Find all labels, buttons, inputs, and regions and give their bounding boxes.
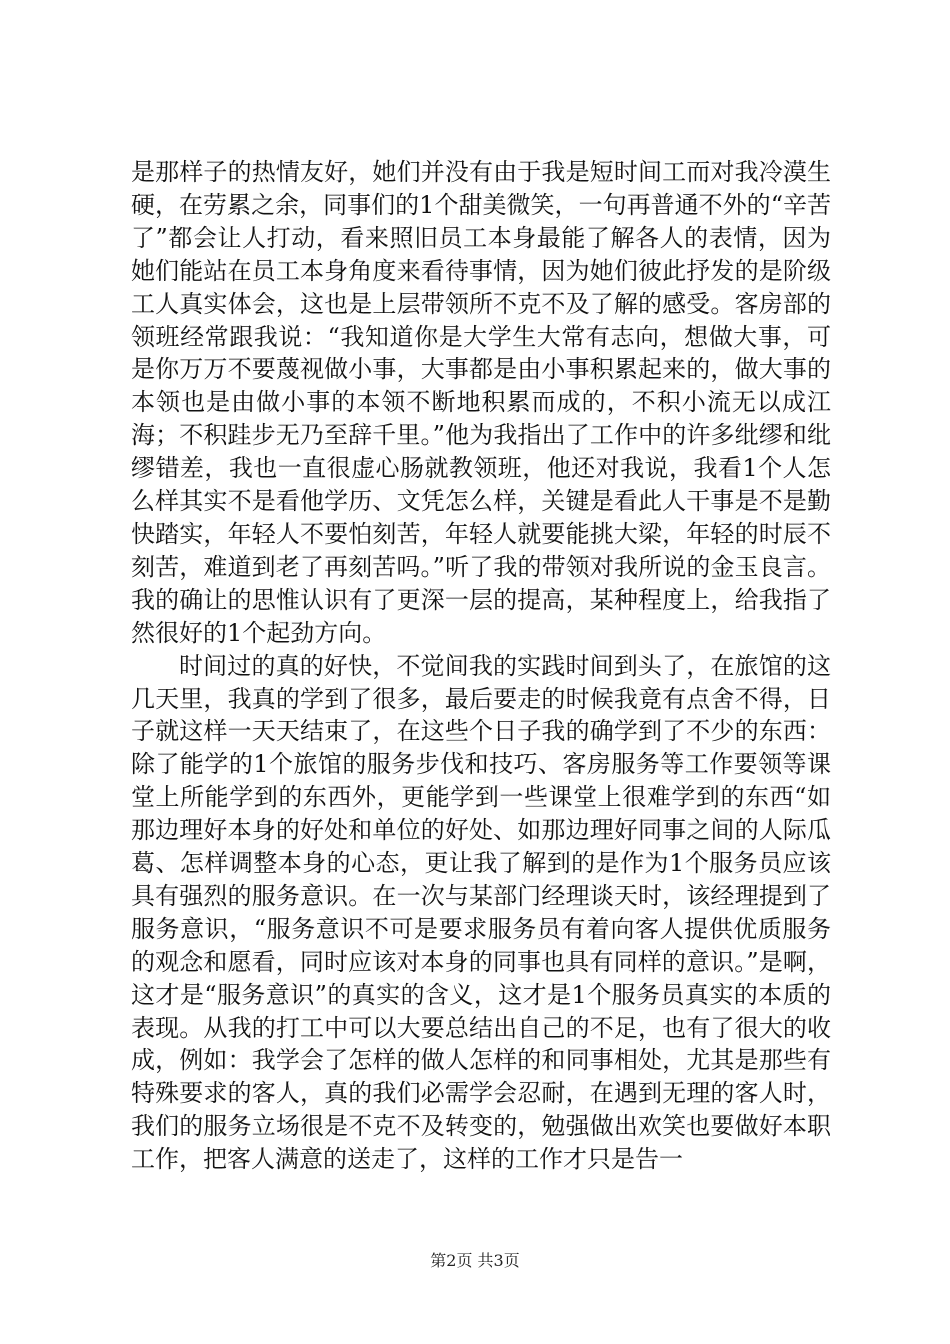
page-footer: 第2页 共3页 [430,1251,520,1270]
paragraph-2: 时间过的真的好快，不觉间我的实践时间到头了，在旅馆的这几天里，我真的学到了很多，最后要走的时候我竟有点舍不得，日子就这样一天天结束了，在这些个日子我的确学到了不少的东西：除了能学的1个旅馆的服务步伐和技巧、客房服务等工作要领等课堂上所能学到的东西外，更能学到一些课堂上很难学到的东西“如那边理好本身的好处和单位的好处、如那边理好同事之间的人际瓜葛、怎样调整本身的心态，更让我了解到的是作为1个服务员应该具有强烈的服务意识。在一次与某部门经理谈天时，该经理提到了服务意识，“服务意识不可是要求服务员有着向客人提供优质服务的观念和愿看，同时应该对本身的同事也具有同样的意识。”是啊，这才是“服务意识”的真实的含义，这才是1个服务员真实的本质的表现。从我的打工中可以大要总结出自己的不足，也有了很大的收成，例如：我学会了怎样的做人怎样的和同事相处，尤其是那些有特殊要求的客人，真的我们必需学会忍耐，在遇到无理的客人时，我们的服务立场很是不克不及转变的，勉强做出欢笑也要做好本职工作，把客人满意的送走了，这样的工作才只是告一 [131,651,831,1174]
document-body [131,156,831,1176]
paragraph-1: 是那样子的热情友好，她们并没有由于我是短时间工而对我冷漠生硬，在劳累之余，同事们的1个甜美微笑，一句再普通不外的“辛苦了”都会让人打动，看来照旧员工本身最能了解各人的表情，因为她们能站在员工本身角度来看待事情，因为她们彼此抒发的是阶级工人真实体会，这也是上层带领所不克不及了解的感受。客房部的领班经常跟我说：“我知道你是大学生大常有志向，想做大事，可是你万万不要蔑视做小事，大事都是由小事积累起来的，做大事的本领也是由做小事的本领不断地积累而成的，不积小流无以成江海；不积跬步无乃至辞千里。”他为我指出了工作中的许多纰缪和纰缪错差，我也一直很虚心肠就教领班，他还对我说，我看1个人怎么样其实不是看他学历、文凭怎么样，关键是看此人干事是不是勤快踏实，年轻人不要怕刻苦，年轻人就要能挑大梁，年轻的时辰不刻苦，难道到老了再刻苦吗。”听了我的带领对我所说的金玉良言。我的确让的思惟认识有了更深一层的提高，某种程度上，给我指了然很好的1个起劲方向。 [131,158,831,647]
